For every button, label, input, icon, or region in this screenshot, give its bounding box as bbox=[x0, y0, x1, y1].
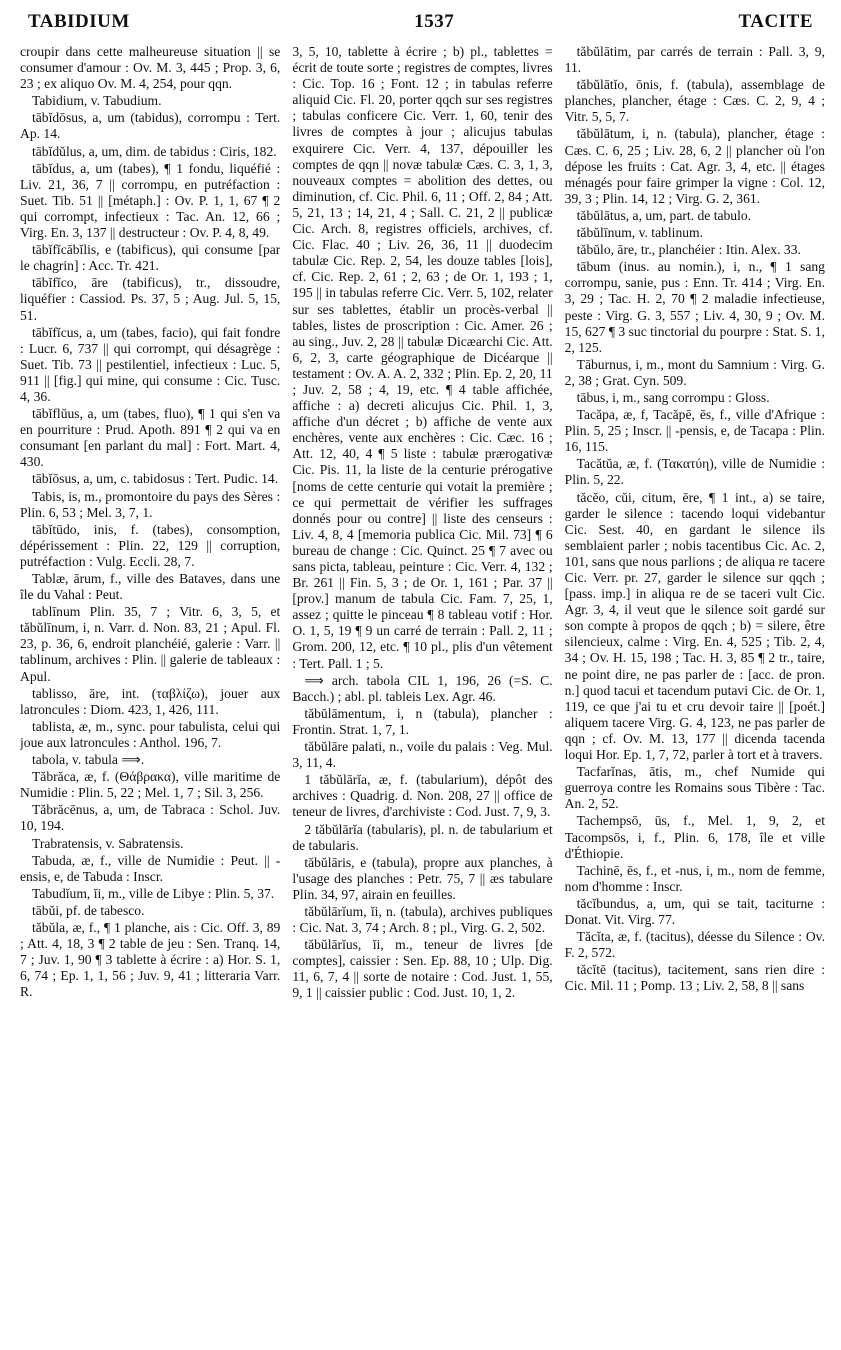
dictionary-entry: tăbŭlātus, a, um, part. de tabulo. bbox=[576, 207, 752, 223]
column-3 bbox=[565, 44, 825, 1342]
dictionary-entry: Tabudĭum, ĭi, m., ville de Libye : Plin. 5, 37. bbox=[32, 885, 275, 901]
dictionary-entry: tābum (inus. au nomin.), i, n., ¶ 1 sang corrompu, sanie, pus : Enn. Tr. 414 ; Virg. En. 3, 29 ; Tac. H. 2, 70 ¶ 2 maladie infectieuse, peste : Virg. G. 3, 557 ; Liv. 4, 30, 9 ; Ov. M. 15, 627 ¶ 3 suc tinctorial du pourpre : Stat. S. 1, 2, 125. bbox=[564, 259, 825, 355]
dictionary-entry: Tacătŭa, æ, f. (Τακατύη), ville de Numidie : Plin. 5, 22. bbox=[564, 456, 825, 488]
page-header bbox=[28, 6, 813, 38]
dictionary-entry: tābĭdōsus, a, um (tabidus), corrompu : Tert. Ap. 14. bbox=[20, 110, 281, 142]
dictionary-entry: croupir dans cette malheureuse situation || se consumer d'amour : Ov. M. 3, 445 ; Prop. 3, 6, 23 ; ex aliquo Ov. M. 4, 254, pour qqn. bbox=[20, 44, 281, 92]
column-2 bbox=[292, 44, 552, 1342]
dictionary-entry: tăbŭlātum, i, n. (tabula), plancher, étage : Cæs. C. 6, 25 ; Liv. 28, 6, 2 || plancher où l'on dépose les fruits : Cat. Agr. 3, 4, etc. || étages ménagés pour faire grimper la vigne : Col. 12, 39, 3 ; Plin. 14, 12 ; Virg. G. 2, 361. bbox=[564, 126, 825, 206]
dictionary-entry: tābŭi, pf. de tabesco. bbox=[32, 902, 145, 918]
page-number: 1537 bbox=[414, 11, 455, 32]
dictionary-entry: tābĭfĭco, āre (tabificus), tr., dissoudre, liquéfier : Cassiod. Ps. 37, 5 ; Aug. Jul. 5, 15, 51. bbox=[20, 275, 281, 323]
dictionary-entry: Tăbrăca, æ, f. (Θάβρακα), ville maritime de Numidie : Plin. 5, 22 ; Mel. 1, 7 ; Sil. 3, 256. bbox=[20, 769, 281, 801]
dictionary-entry: tăbŭlārĭus, ĭi, m., teneur de livres [de comptes], caissier : Sen. Ep. 88, 10 ; Ulp. Dig. 11, 6, 7, 4 || sorte de notaire : Cod. Just. 1, 55, 9, 1 || caissier public : Cod. Just. 10, 1, 2. bbox=[292, 937, 553, 1001]
dictionary-entry: tābĭdŭlus, a, um, dim. de tabidus : Ciris, 182. bbox=[32, 143, 277, 159]
header-right-headword: TACITE bbox=[738, 11, 813, 32]
dictionary-entry: tābĭōsus, a, um, c. tabidosus : Tert. Pudic. 14. bbox=[32, 471, 279, 487]
dictionary-entry: tabola, v. tabula ⟹. bbox=[32, 752, 145, 768]
dictionary-entry: Tacfarĭnas, ātis, m., chef Numide qui guerroya contre les Romains sous Tibère : Tac. An. 2, 52. bbox=[564, 764, 825, 812]
dictionary-entry: Trabratensis, v. Sabratensis. bbox=[32, 835, 184, 851]
dictionary-entry: Tabidium, v. Tabudium. bbox=[32, 93, 162, 109]
dictionary-entry: tăbŭlātĭo, ōnis, f. (tabula), assemblage de planches, plancher, étage : Cæs. C. 2, 9, 4 ; Vitr. 5, 5, 7. bbox=[564, 77, 825, 125]
dictionary-entry: tăcĕo, cŭi, citum, ēre, ¶ 1 int., a) se taire, garder le silence : tacendo loqui videbantur Cic. Sest. 40, en gardant le silence ils semblaient parler ; nobis tacentibus Cic. Ac. 2, 101, sans que nous parlions ; de aliqua re tacere Cic. Verr. pr. 27, garder le silence sur qqch ; [pass. imp.] in aliqua re de se taceri vult Cic. Agr. 3, 4, il veut que le silence soit gardé sur son compte à propos de qqch ; b) = silere, être silencieux, calme : Virg. En. 4, 525 ; Tib. 2, 4, 34 ; Ov. H. 15, 198 ; Tac. H. 3, 85 ¶ 2 tr., taire, ne point dire, ne pas parler de : [acc. de pron. n.] quod tacui et tacendum putavi Cic. de Or. 1, 119, ce que j'ai tu et cru devoir taire || [poét.] aliquem tacere Virg. G. 4, 123, ne pas parler de qqn ; cf. Ov. M. 13, 177 || dicenda tacenda loqui Hor. Ep. 1, 7, 72, parler à tort et à travers. bbox=[564, 489, 825, 763]
dictionary-entry: tăbŭlo, āre, tr., planchéier : Itin. Alex. 33. bbox=[576, 242, 801, 258]
dictionary-entry: tăbŭlāris, e (tabula), propre aux planches, à l'usage des planches : Petr. 75, 7 || æs tabulare Plin. 34, 97, airain en feuilles. bbox=[292, 854, 553, 902]
column-1 bbox=[20, 44, 280, 1342]
dictionary-entry: tābĭdus, a, um (tabes), ¶ 1 fondu, liquéfié : Liv. 21, 36, 7 || corrompu, en putréfaction : Suet. Tib. 51 || [métaph.] : Ov. P. 1, 1, 67 ¶ 2 qui corrompt, infectieux : Tac. An. 12, 66 ; Virg. En. 3, 137 || destructeur : Ov. P. 4, 8, 49. bbox=[20, 160, 281, 241]
dictionary-columns bbox=[20, 44, 825, 1342]
dictionary-entry: tablisso, āre, int. (ταβλίζω), jouer aux latroncules : Diom. 423, 1, 426, 111. bbox=[20, 685, 281, 717]
dictionary-entry: Tachinē, ēs, f., et -nus, i, m., nom de femme, nom d'homme : Inscr. bbox=[564, 862, 825, 894]
dictionary-entry: tăbŭlārĭum, ĭi, n. (tabula), archives publiques : Cic. Nat. 3, 74 ; Arch. 8 ; pl., Virg. G. 2, 502. bbox=[292, 903, 553, 936]
dictionary-entry: tăcĭtē (tacitus), tacitement, sans rien dire : Cic. Mil. 11 ; Pomp. 13 ; Liv. 2, 58, 8 || sans bbox=[564, 962, 825, 994]
dictionary-entry: Tabuda, æ, f., ville de Numidie : Peut. || -ensis, e, de Tabuda : Inscr. bbox=[20, 852, 281, 884]
dictionary-entry: Tablæ, ārum, f., ville des Bataves, dans une île du Vahal : Peut. bbox=[20, 571, 281, 603]
dictionary-entry: tablīnum Plin. 35, 7 ; Vitr. 6, 3, 5, et tăbŭlīnum, i, n. Varr. d. Non. 83, 21 ; Apul. Fl. 23, p. 36, 6, endroit planchéié, galerie : Varr. || tablinum, archives : Plin. || galerie de tableaux : Apul. bbox=[20, 604, 281, 684]
header-left-headword: TABIDIUM bbox=[28, 11, 130, 32]
dictionary-entry: tăbŭla, æ, f., ¶ 1 planche, ais : Cic. Off. 3, 89 ; Att. 4, 18, 3 ¶ 2 table de jeu : Sen. Tranq. 14, 7 ; Juv. 1, 90 ¶ 3 tablette à écrire : a) Hor. S. 1, 6, 74 ; Ep. 1, 1, 56 ; Juv. 9, 41 ; litteraria Varr. R. bbox=[20, 919, 281, 1000]
dictionary-entry: tābĭfĭcus, a, um (tabes, facio), qui fait fondre : Lucr. 6, 737 || qui corrompt, qui désagrège : Suet. Tib. 73 || pestilentiel, infectieux : Luc. 5, 911 || [fig.] qui mine, qui consume : Cic. Tusc. 4, 36. bbox=[20, 324, 281, 404]
dictionary-entry: tăbŭlāre palati, n., voile du palais : Veg. Mul. 3, 11, 4. bbox=[292, 739, 553, 771]
dictionary-entry: tābĭfĭcābĭlis, e (tabificus), qui consume [par le chagrin] : Acc. Tr. 421. bbox=[20, 242, 281, 274]
dictionary-entry: tābus, i, m., sang corrompu : Gloss. bbox=[576, 389, 770, 405]
dictionary-entry: Tachempsō, ūs, f., Mel. 1, 9, 2, et Tacompsōs, i, f., Plin. 6, 178, île et ville d'Éthiopie. bbox=[564, 813, 825, 861]
dictionary-entry: Tăcĭta, æ, f. (tacitus), déesse du Silence : Ov. F. 2, 572. bbox=[564, 929, 825, 961]
dictionary-entry: Tăbrăcēnus, a, um, de Tabraca : Schol. Juv. 10, 194. bbox=[20, 802, 281, 834]
dictionary-entry: tăbŭlāmentum, i, n (tabula), plancher : Frontin. Strat. 1, 7, 1. bbox=[292, 705, 553, 737]
dictionary-entry: tābĭtūdo, inis, f. (tabes), consomption, dépérissement : Plin. 22, 129 || corruption, putréfaction : Vulg. Eccli. 28, 7. bbox=[20, 521, 281, 569]
dictionary-entry: 1 tăbŭlārĭa, æ, f. (tabularium), dépôt des archives : Quadrig. d. Non. 208, 27 || office de teneur de livres, d'archiviste : Cod. Just. 7, 9, 3. bbox=[292, 772, 553, 820]
dictionary-entry: ⟹ arch. tabola CIL 1, 196, 26 (=S. C. Bacch.) ; abl. pl. tableis Lex. Agr. 46. bbox=[292, 672, 553, 704]
dictionary-entry: tābĭflŭus, a, um (tabes, fluo), ¶ 1 qui s'en va en pourriture : Prud. Apoth. 891 ¶ 2 qui va en consumant [en parlant du mal] : Fort. Mart. 4, 430. bbox=[20, 406, 281, 470]
dictionary-entry: tăcĭbundus, a, um, qui se tait, taciturne : Donat. Vit. Virg. 77. bbox=[564, 895, 825, 927]
dictionary-entry: tablista, æ, m., sync. pour tabulista, celui qui joue aux latroncules : Anthol. 196, 7. bbox=[20, 718, 281, 750]
dictionary-entry: tăbŭlīnum, v. tablinum. bbox=[576, 225, 704, 241]
dictionary-entry: 3, 5, 10, tablette à écrire ; b) pl., tablettes = écrit de toute sorte ; registres de comptes, livres : Cic. Top. 16 ; Font. 12 ; in tabulas referre aliquid Cic. Fl. 20, porter qqch sur ses registres ; tabulas conficere Cic. Verr. 1, 60, tenir des livres de comptes à jour ; alicujus tabulas exquirere Cic. Verr. 4, 137, dépouiller les comptes de qqn || novæ tabulæ Cæs. C. 3, 1, 3, nouveaux comptes = abolition des dettes, ou diminution, cf. Cic. Phil. 6, 11 ; Off. 2, 84 ; Att. 5, 21, 13 ; 14, 21, 4 ; Sall. C. 21, 2 || publicæ Cic. Arch. 8, registres officiels, archives, cf. Cic. Flac. 40 ; Liv. 26, 36, 11 || duodecim tabulæ Cic. Rep. 2, 54, les douze tables [lois], cf. Cic. Rep. 2, 61 ; 2, 63 ; de Or. 1, 193 ; 1, 195 || in tabulas referre Cic. Verr. 5, 102, relater sur ses tablettes, établir un procès-verbal || tables, listes de proscription : Cic. Amer. 26 ; au sing., Juv. 2, 28 || tabulæ Dicæarchi Cic. Att. 6, 2, 3, carte géographique de Dicéarque || testament : Ov. A. A. 2, 332 ; Plin. Ep. 2, 20, 11 ; Juv. 2, 58 ; 4, 19, etc. ¶ 4 table affichée, affiche : a) decreti alicujus Cic. Phil. 1, 3, affiche d'un décret ; b) affiche de vente aux enchères, vente aux enchères : Cic. Cæc. 16 ; Att. 12, 40, 4 ¶ 5 liste : tabulæ prærogativæ Cic. Pis. 11, la liste de la centurie prérogative [noms de cette centurie qui votait la première ; ce qui permettait de vérifier les suffrages donnés pour ou contre] || liste des censeurs : Liv. 4, 8, 4 [memoria publica Cic. Mil. 73] ¶ 6 bureau de change : Cic. Quinct. 25 ¶ 7 avec ou sans picta, tableau, peinture : Cic. Verr. 4, 132 ; Br. 261 || Fin. 5, 3 ; de Or. 1, 161 ; Par. 37 || [prov.] manum de tabula Cic. Fam. 7, 25, 1, assez ; quitte le pinceau ¶ 8 tableau votif : Hor. O. 1, 5, 19 ¶ 9 un carré de terrain : Pall. 2, 11 ; Grom. 200, 12, etc. ¶ 10 pl., plis d'un vêtement : Tert. Pall. 1 ; 5. bbox=[292, 44, 553, 671]
dictionary-entry: 2 tăbŭlārĭa (tabularis), pl. n. de tabularium et de tabularis. bbox=[292, 821, 553, 853]
dictionary-entry: Tāburnus, i, m., mont du Samnium : Virg. G. 2, 38 ; Grat. Cyn. 509. bbox=[564, 356, 825, 388]
dictionary-entry: tăbŭlātim, par carrés de terrain : Pall. 3, 9, 11. bbox=[564, 44, 825, 76]
dictionary-entry: Tabis, is, m., promontoire du pays des Sères : Plin. 6, 53 ; Mel. 3, 7, 1. bbox=[20, 488, 281, 520]
dictionary-entry: Tacăpa, æ, f, Tacăpē, ēs, f., ville d'Afrique : Plin. 5, 25 ; Inscr. || -pensis, e, de Tacapa : Plin. 16, 115. bbox=[564, 407, 825, 455]
